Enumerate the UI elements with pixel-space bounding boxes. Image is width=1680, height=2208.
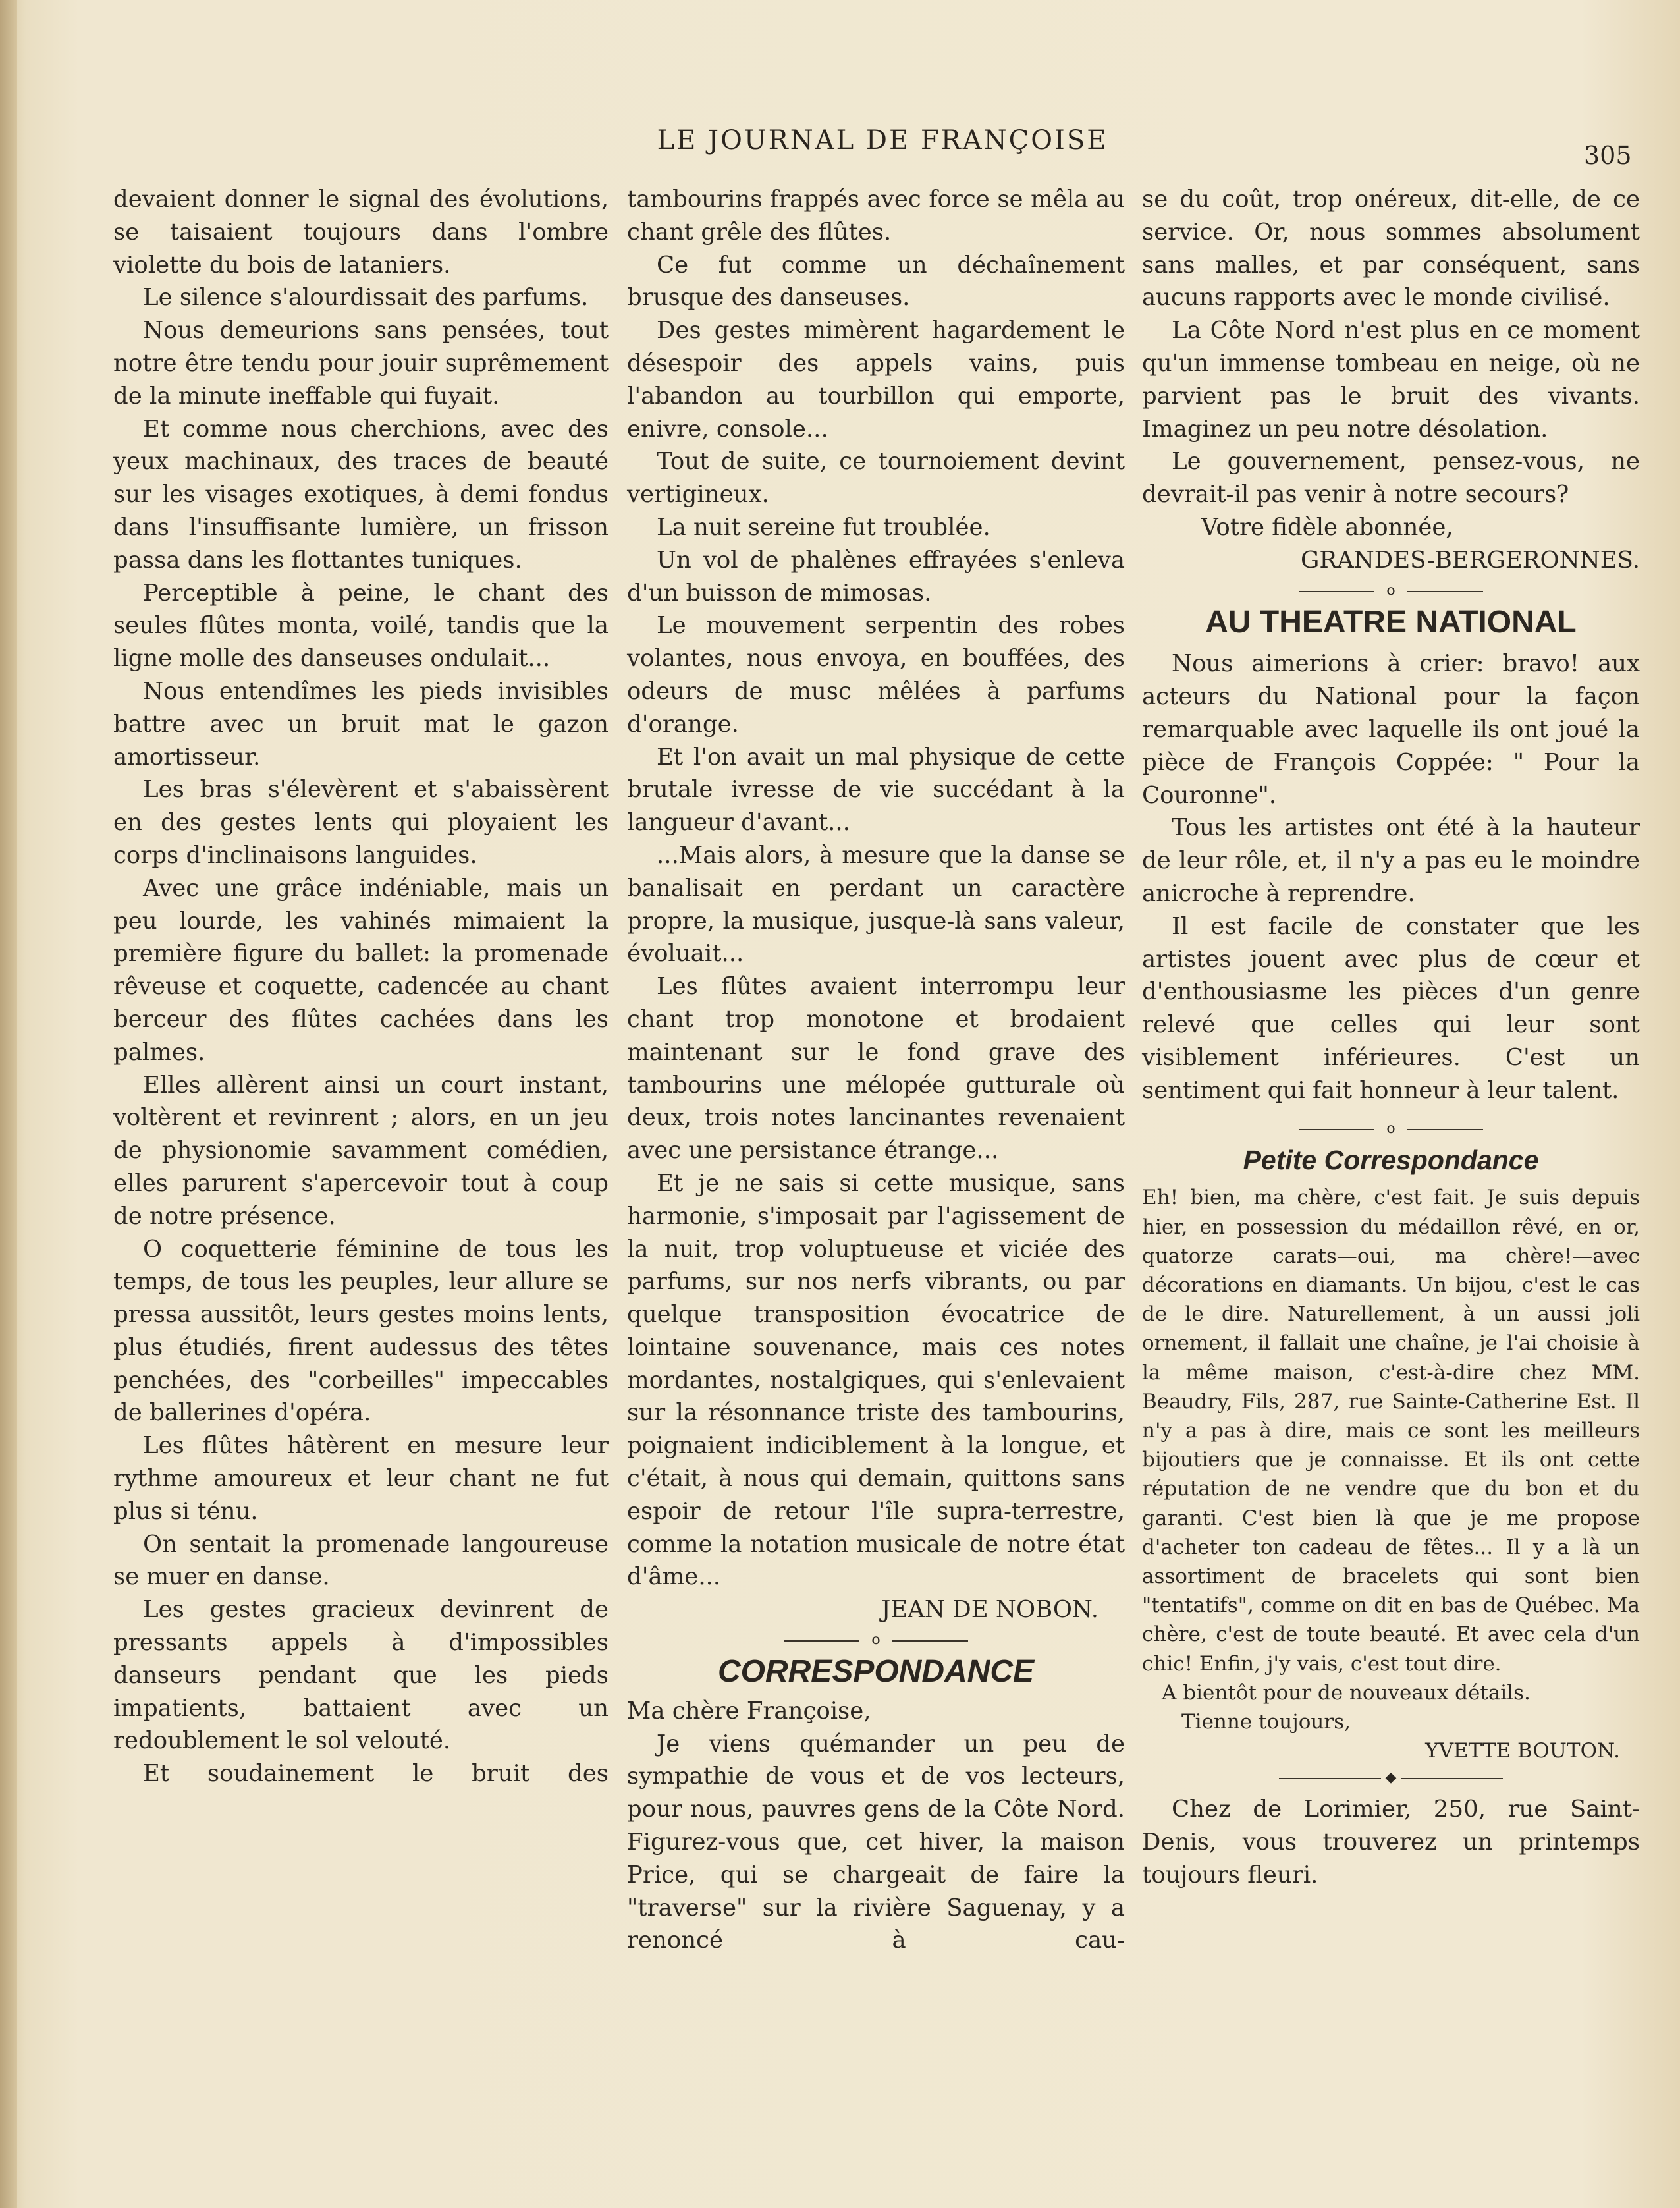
paragraph: A bientôt pour de nouveaux détails. [1162,1680,1531,1705]
signature: JEAN DE NOBON. [881,1596,1098,1624]
paragraph: Et je ne sais si cette musique, sans harmonie, s'imposait par l'agissement de la nuit, trop voluptueuse et viciée des parfums, sur nos nerfs vibrants, ou par quelque transposition évocatrice de lointaine souvenance, mais ces notes mordantes, nostalgiques, qui s'enlevaient sur la résonnance triste des tambourins, poignaient indiciblement à la longue, et c'était, à nous qui demain, quittons sans espoir de retour l'île supra-terrestre, comme la notation musicale de notre état d'âme... [627,1169,1125,1591]
paragraph: La nuit sereine fut troublée. [657,513,990,541]
separator: o [1299,1120,1483,1139]
paragraph: Eh! bien, ma chère, c'est fait. Je suis depuis hier, en possession du médaillon rêvé, en or, quatorze carats—oui, ma chère!—avec décorations en diamants. Un bijou, c'est le cas de le dire. Naturellement, à un aussi joli ornement, il fallait une chaîne, je l'ai choisie à la même maison, c'est-à-dire chez MM. Beaudry, Fils, 287, rue Sainte-Catherine Est. Il n'y a pas à dire, mais ce sont les meilleurs bijoutiers que je connaisse. Et ils ont cette réputation de ne vendre que du bon et du garanti. C'est bien là que je me propose d'acheter ton cadeau de fêtes... Il y a là un assortiment de bracelets qui sont bien "tentatifs", comme on dit en bas de Québec. Ma chère, c'est de toute beauté. Et avec cela d'un chic! Enfin, j'y vais, c'est tout dire. [1142,1186,1640,1676]
paragraph: Tout de suite, ce tournoiement devint vertigineux. [627,448,1125,509]
paragraph: Et l'on avait un mal physique de cette brutale ivresse de vie succédant à la langueur d'avant... [627,743,1125,837]
paragraph: Tous les artistes ont été à la hauteur de leur rôle, et, il n'y a pas eu le moindre anicroche à reprendre. [1142,814,1640,907]
paragraph: Et comme nous cherchions, avec des yeux machinaux, des traces de beauté sur les visages exotiques, à demi fondus dans l'insuffisante lumière, un frisson passa dans les flottantes tuniques. [113,415,609,574]
paragraph: Le mouvement serpentin des robes volantes, nous envoya, en bouffées, des odeurs de musc mêlées à parfums d'orange. [627,612,1125,738]
paragraph: Nous aimerions à crier: bravo! aux acteurs du National pour la façon remarquable avec laquelle ils ont joué la pièce de François Coppée: " Pour la Couronne". [1142,650,1640,809]
paragraph: Nous entendîmes les pieds invisibles battre avec un bruit mat le gazon amortisseur. [113,677,609,771]
paragraph: Je viens quémander un peu de sympathie de vous et de vos lecteurs, pour nous, pauvres gens de la Côte Nord. Figurez-vous que, cet hiver, la maison Price, qui se chargeait de faire la "traverse" sur la rivière Saguenay, y a renoncé à cau- [627,1730,1125,1954]
paragraph: devaient donner le signal des évolutions, se taisaient toujours dans l'ombre violette du bois de lataniers. [113,186,609,279]
paragraph: Les flûtes avaient interrompu leur chant trop monotone et brodaient maintenant sur le fond grave des tambourins une mélopée gutturale où deux, trois notes lancinantes revenaient avec une persistance étrange... [627,973,1125,1165]
separator: o [784,1632,968,1650]
section-heading: CORRESPONDANCE [717,1654,1035,1690]
section-heading: Petite Correspondance [1243,1144,1539,1175]
paragraph: Le silence s'alourdissait des parfums. [143,284,589,312]
paragraph: ...Mais alors, à mesure que la danse se banalisait en perdant un caractère propre, la musique, jusque-là sans valeur, évoluait... [627,841,1125,968]
paragraph: Les bras s'élevèrent et s'abaissèrent en des gestes lents qui ployaient les corps d'inclinaisons languides. [113,776,609,869]
paragraph: Chez de Lorimier, 250, rue Saint-Denis, vous trouverez un printemps toujours fleuri. [1142,1796,1640,1889]
paragraph: Les gestes gracieux devinrent de pressants appels à d'impossibles danseurs pendant que les pieds impatients, battaient avec un redoublement le sol velouté. [113,1596,609,1755]
separator: ◆ [1279,1769,1503,1788]
petite-correspondance-block [1142,1183,1640,1765]
column-2 [627,183,1125,1957]
column-1 [113,183,609,1790]
paragraph: O coquetterie féminine de tous les temps, de tous les peuples, leur allure se pressa aussitôt, leurs gestes moins lents, plus étudiés, firent audessus des têtes penchées, des "corbeilles" impeccables de ballerines d'opéra. [113,1235,609,1427]
paragraph: Nous demeurions sans pensées, tout notre être tendu pour jouir suprêmement de la minute ineffable qui fuyait. [113,317,609,410]
paragraph: Tienne toujours, [1181,1709,1351,1734]
page-number: 305 [1584,141,1632,170]
greeting: Ma chère Françoise, [627,1697,871,1725]
paragraph: Les flûtes hâtèrent en mesure leur rythme amoureux et leur chant ne fut plus si ténu. [113,1432,609,1525]
paragraph: Le gouvernement, pensez-vous, ne devrait-il pas venir à notre secours? [1142,448,1640,509]
paragraph: Et soudainement le bruit des [143,1760,609,1788]
journal-title: LE JOURNAL DE FRANÇOISE [657,125,1108,155]
separator: o [1299,582,1483,601]
paragraph: La Côte Nord n'est plus en ce moment qu'un immense tombeau en neige, où ne parvient pas le bruit des vivants. Imaginez un peu notre désolation. [1142,317,1640,443]
paragraph: tambourins frappés avec force se mêla au chant grêle des flûtes. [627,186,1125,246]
paragraph: Des gestes mimèrent hagardement le désespoir des appels vains, puis l'abandon au tourbillon qui emporte, enivre, console... [627,317,1125,443]
paragraph: Il est facile de constater que les artistes jouent avec plus de cœur et d'enthousiasme les pièces d'un genre relevé que celles qui leur sont visiblement inférieures. C'est un sentiment qui fait honneur à leur talent. [1142,912,1640,1104]
paragraph: Perceptible à peine, le chant des seules flûtes monta, voilé, tandis que la ligne molle des danseuses ondulait... [113,579,609,673]
paragraph: Avec une grâce indéniable, mais un peu lourde, les vahinés mimaient la première figure du ballet: la promenade rêveuse et coquette, cadencée au chant berceur des flûtes cachées dans les palmes. [113,874,609,1066]
paragraph: Elles allèrent ainsi un court instant, voltèrent et revinrent ; alors, en un jeu de physionomie savamment comédien, elles parurent s'apercevoir tout à coup de notre présence. [113,1071,609,1230]
paragraph: Ce fut comme un déchaînement brusque des danseuses. [627,251,1125,312]
section-heading: AU THEATRE NATIONAL [1205,604,1577,640]
paragraph: On sentait la promenade langoureuse se muer en danse. [113,1530,609,1591]
closing: Votre fidèle abonnée, [1201,513,1453,541]
signature: GRANDES-BERGERONNES. [1301,546,1640,574]
column-3 [1142,183,1640,1892]
page-binding-edge [0,0,17,2208]
paragraph: se du coût, trop onéreux, dit-elle, de ce service. Or, nous sommes absolument sans malles, et par conséquent, sans aucuns rapports avec le monde civilisé. [1142,186,1640,312]
signature: YVETTE BOUTON. [1425,1739,1620,1763]
paragraph: Un vol de phalènes effrayées s'enleva d'un buisson de mimosas. [627,546,1125,607]
